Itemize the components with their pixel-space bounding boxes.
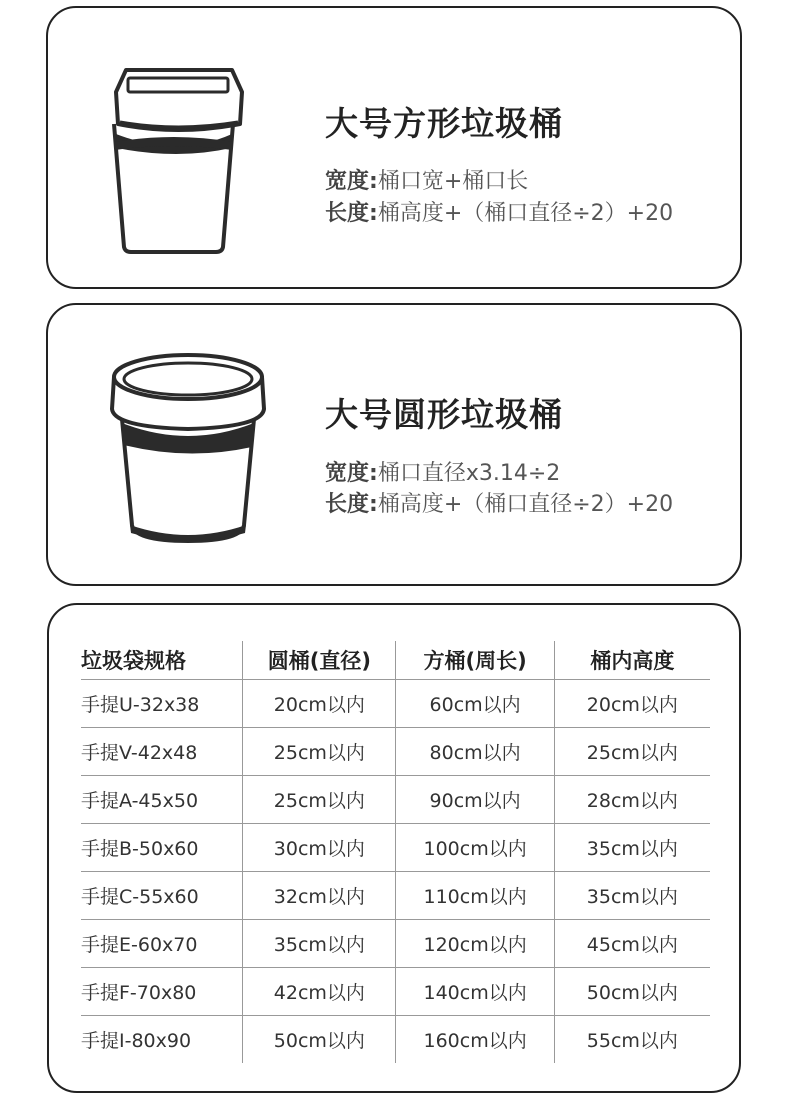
cell-square: 160cm以内 <box>396 1016 554 1064</box>
table-row <box>81 728 710 776</box>
round-trash-can-icon <box>108 349 268 545</box>
cell-height: 25cm以内 <box>554 728 710 776</box>
cell-round: 20cm以内 <box>243 680 396 728</box>
table-row <box>81 968 710 1016</box>
round-width-line <box>325 456 560 487</box>
square-bin-card <box>46 6 742 289</box>
round-length-line <box>325 487 673 518</box>
table-row <box>81 1016 710 1064</box>
cell-height: 45cm以内 <box>554 920 710 968</box>
cell-square: 60cm以内 <box>396 680 554 728</box>
cell-round: 50cm以内 <box>243 1016 396 1064</box>
header-bag-size: 垃圾袋规格 <box>81 641 243 680</box>
cell-round: 42cm以内 <box>243 968 396 1016</box>
square-length-label: 长度: <box>325 201 378 226</box>
table-row <box>81 680 710 728</box>
table-row <box>81 824 710 872</box>
square-width-value: 桶口宽+桶口长 <box>377 169 529 194</box>
round-bin-title: 大号圆形垃圾桶 <box>325 395 563 434</box>
cell-size: 手提E-60x70 <box>81 920 243 968</box>
cell-square: 110cm以内 <box>396 872 554 920</box>
cell-height: 50cm以内 <box>554 968 710 1016</box>
cell-round: 35cm以内 <box>243 920 396 968</box>
size-table-card <box>47 603 741 1093</box>
square-trash-can-icon <box>108 62 250 254</box>
round-length-value: 桶高度+（桶口直径÷2）+20 <box>377 492 674 517</box>
cell-square: 100cm以内 <box>396 824 554 872</box>
table-row <box>81 872 710 920</box>
cell-height: 35cm以内 <box>554 824 710 872</box>
table-row <box>81 776 710 824</box>
cell-size: 手提V-42x48 <box>81 728 243 776</box>
cell-size: 手提B-50x60 <box>81 824 243 872</box>
round-length-label: 长度: <box>325 492 378 517</box>
round-width-value: 桶口直径x3.14÷2 <box>377 461 561 486</box>
header-inner-height: 桶内高度 <box>554 641 710 680</box>
size-table <box>81 641 710 1063</box>
cell-size: 手提U-32x38 <box>81 680 243 728</box>
cell-square: 90cm以内 <box>396 776 554 824</box>
square-width-line <box>325 164 528 195</box>
cell-size: 手提A-45x50 <box>81 776 243 824</box>
table-header-row <box>81 641 710 680</box>
cell-square: 80cm以内 <box>396 728 554 776</box>
header-round-diameter: 圆桶(直径) <box>243 641 396 680</box>
table-row <box>81 920 710 968</box>
cell-size: 手提F-70x80 <box>81 968 243 1016</box>
square-bin-title: 大号方形垃圾桶 <box>325 104 563 143</box>
round-bin-card <box>46 303 742 586</box>
square-length-value: 桶高度+（桶口直径÷2）+20 <box>377 201 674 226</box>
cell-square: 140cm以内 <box>396 968 554 1016</box>
cell-height: 28cm以内 <box>554 776 710 824</box>
cell-round: 25cm以内 <box>243 776 396 824</box>
cell-height: 55cm以内 <box>554 1016 710 1064</box>
header-square-perimeter: 方桶(周长) <box>396 641 554 680</box>
cell-round: 25cm以内 <box>243 728 396 776</box>
cell-height: 35cm以内 <box>554 872 710 920</box>
square-width-label: 宽度: <box>325 169 378 194</box>
cell-height: 20cm以内 <box>554 680 710 728</box>
cell-round: 30cm以内 <box>243 824 396 872</box>
round-width-label: 宽度: <box>325 461 378 486</box>
square-length-line <box>325 196 673 227</box>
cell-round: 32cm以内 <box>243 872 396 920</box>
cell-size: 手提I-80x90 <box>81 1030 192 1052</box>
cell-square: 120cm以内 <box>396 920 554 968</box>
cell-size: 手提C-55x60 <box>81 872 243 920</box>
